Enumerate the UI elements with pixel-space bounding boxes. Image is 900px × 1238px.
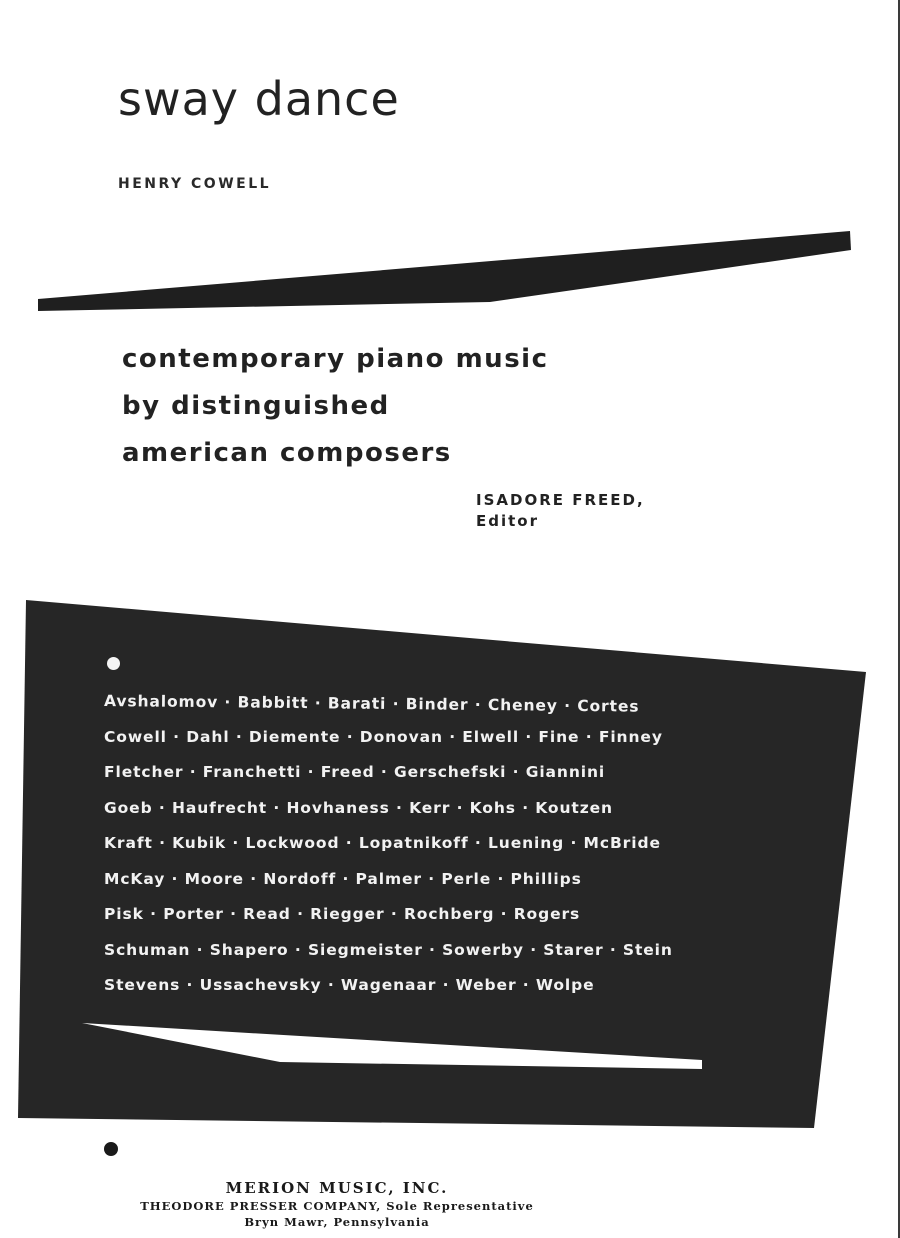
composer-row: Stevens · Ussachevsky · Wagenaar · Weber · Wolpe: [104, 976, 595, 994]
publisher-location: Bryn Mawr, Pennsylvania: [244, 1215, 430, 1229]
composer-row: McKay · Moore · Nordoff · Palmer · Perle · Phillips: [104, 869, 582, 888]
composer-row: Goeb · Haufrecht · Hovhaness · Kerr · Kohs · Koutzen: [104, 798, 613, 817]
composer-row: Cowell · Dahl · Diemente · Donovan · Elwell · Fine · Finney: [104, 727, 663, 746]
publisher-representative: THEODORE PRESSER COMPANY, Sole Representative: [140, 1199, 534, 1213]
composer-row: Avshalomov · Babbitt · Barati · Binder · Cheney · Cortes: [103, 692, 640, 716]
series-title: [122, 336, 549, 477]
composer-row: Schuman · Shapero · Siegmeister · Sowerby · Starer · Stein: [104, 940, 673, 959]
editor-name: ISADORE FREED,: [476, 491, 645, 509]
composer-name: HENRY COWELL: [118, 176, 272, 192]
series-line-1: contemporary piano music: [122, 344, 549, 374]
series-line-3: american composers: [122, 438, 452, 468]
composer-row: Pisk · Porter · Read · Riegger · Rochberg · Rogers: [104, 905, 581, 923]
bullet-dot-black: [104, 1142, 118, 1156]
composer-list: [104, 688, 804, 1008]
bullet-dot-white: [107, 657, 120, 670]
publisher-name: MERION MUSIC, INC.: [225, 1179, 449, 1197]
composer-row: Fletcher · Franchetti · Freed · Gerschefski · Giannini: [104, 763, 606, 781]
top-wedge-stripe: [38, 231, 851, 311]
composer-row: Kraft · Kubik · Lockwood · Lopatnikoff · Luening · McBride: [104, 834, 661, 852]
editor-role: Editor: [476, 512, 539, 530]
editor-credit: [476, 490, 645, 532]
publisher-block: [102, 1178, 572, 1230]
piece-title: sway dance: [118, 72, 400, 126]
series-line-2: by distinguished: [122, 391, 390, 421]
